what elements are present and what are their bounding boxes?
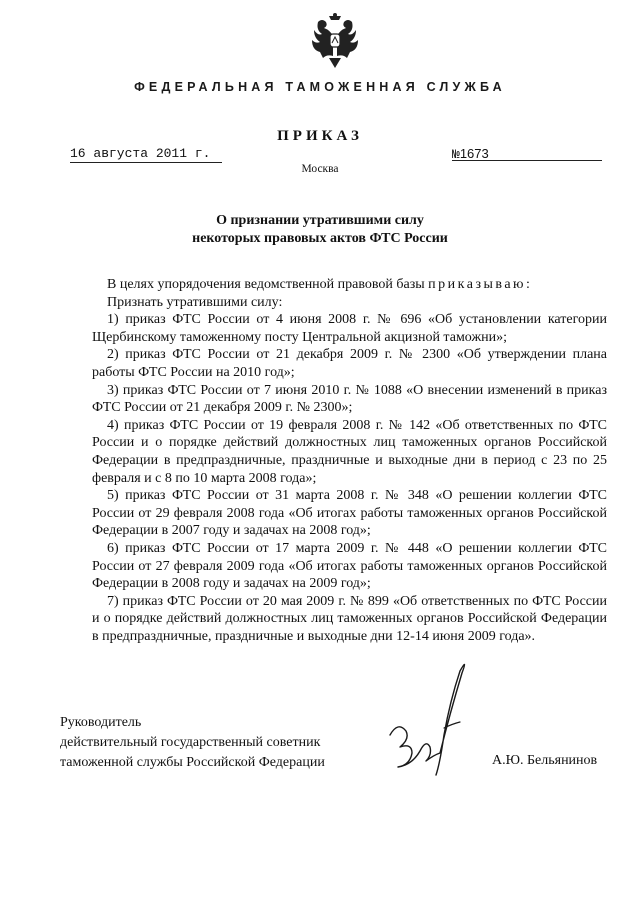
intro-paragraph: [92, 276, 607, 294]
list-item: 5) приказ ФТС России от 31 марта 2008 г. № 348 «О решении коллегии ФТС России от 29 февраля 2008 года «Об итогах работы таможенных органов Российской Федерации в 2007 году и задачах на 2008 год»;: [92, 488, 607, 539]
list-item: 7) приказ ФТС России от 20 мая 2009 г. № 899 «Об ответственных по ФТС России и о порядке действий должностных лиц таможенных органов Российской Федерации в предпраздничные, праздничные и выходные дни 12-14 июня 2009 года».: [92, 593, 607, 644]
position-line-1: Руководитель: [60, 715, 142, 730]
document-body: [92, 276, 607, 645]
signatory-position: [60, 713, 325, 773]
agency-name: ФЕДЕРАЛЬНАЯ ТАМОЖЕННАЯ СЛУЖБА: [134, 80, 506, 94]
position-line-3: таможенной службы Российской Федерации: [60, 755, 325, 770]
list-item: 6) приказ ФТС России от 17 марта 2009 г. № 448 «О решении коллегии ФТС России от 27 февраля 2009 года «Об итогах работы таможенных органов Российской Федерации в 2008 году и задачах на 2009 год»;: [92, 540, 607, 592]
position-line-2: действительный государственный советник: [60, 735, 321, 750]
city: Москва: [301, 163, 339, 175]
document-title: [0, 212, 640, 248]
number-underline: [452, 160, 602, 161]
list-item: 3) приказ ФТС России от 7 июня 2010 г. № 1088 «О внесении изменений в приказ ФТС России от 21 декабря 2009 г. № 2300»;: [92, 382, 607, 416]
document-type: ПРИКАЗ: [277, 128, 363, 144]
list-item: 1) приказ ФТС России от 4 июня 2008 г. № 696 «Об установлении категории Щербинскому таможенному посту Центральной акцизной таможни»;: [92, 312, 607, 345]
signatory-name: А.Ю. Бельянинов: [492, 753, 598, 768]
order-word: приказываю:: [428, 277, 533, 292]
document-date: 16 августа 2011 г.: [70, 146, 222, 163]
handwritten-signature: [380, 650, 490, 790]
intro-text: В целях упорядочения ведомственной правовой базы: [107, 277, 425, 292]
list-item: 4) приказ ФТС России от 19 февраля 2008 г. № 142 «Об ответственных по ФТС России и о порядке действий должностных лиц таможенных органов Российской Федерации в предпраздничные, праздничные и выходные дни в период с 23 по 25 февраля и с 8 по 10 марта 2008 года»;: [92, 417, 607, 486]
number-sign: №: [452, 147, 460, 162]
double-headed-eagle-icon: [312, 12, 358, 70]
title-line-2: некоторых правовых актов ФТС России: [192, 231, 448, 246]
title-line-1: О признании утратившими силу: [216, 213, 424, 228]
list-item: 2) приказ ФТС России от 21 декабря 2009 г. № 2300 «Об утверждении плана работы ФТС России на 2010 год»;: [92, 347, 607, 380]
lead-paragraph: Признать утратившими силу:: [107, 294, 283, 310]
number-value: 1673: [459, 146, 489, 161]
